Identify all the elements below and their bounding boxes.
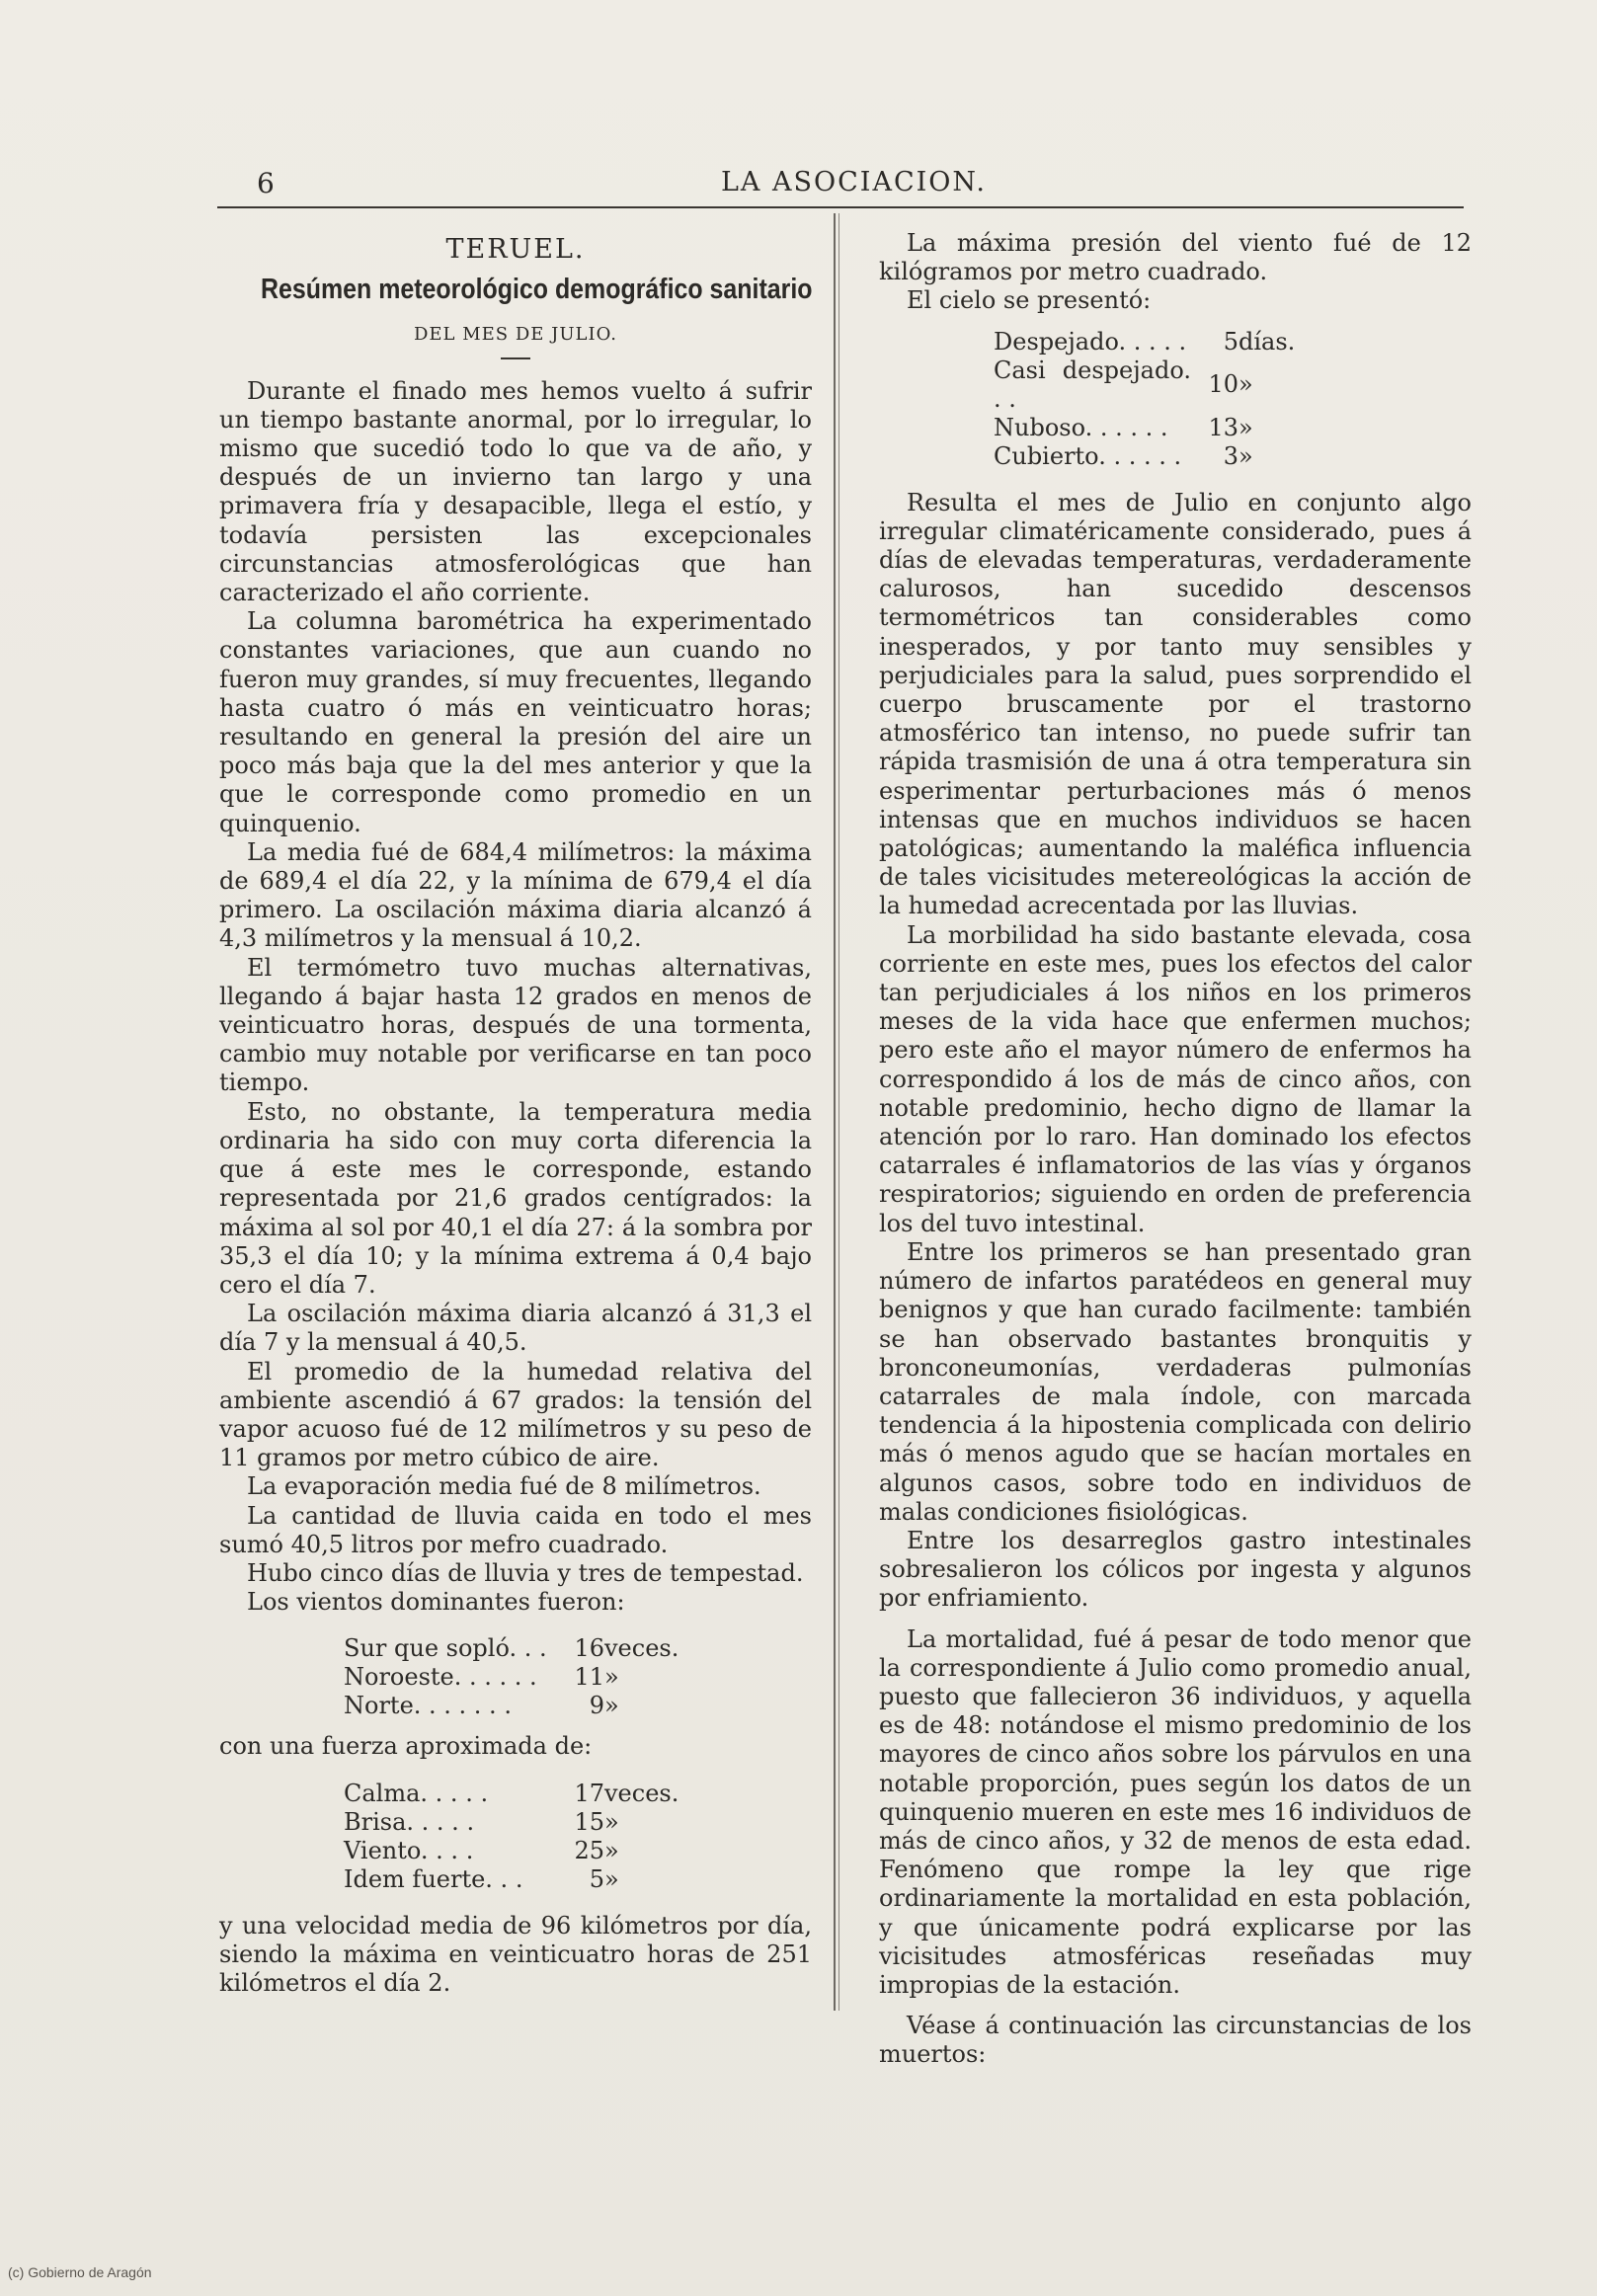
wind-label: Norte. . . . . . . <box>344 1692 512 1720</box>
paragraph: y una velocidad media de 96 kilómetros por día, siendo la máxima en veinticuatro horas de 251 kilómetros el día 2. <box>219 1911 812 1997</box>
table-row <box>344 1780 683 1808</box>
paragraph: La columna barométrica ha experimentado constantes variaciones, que aun cuando no fueron muy grandes, sí muy frecuentes, llegando hasta cuatro ó más en veinticuatro horas; resultando en general la presión del aire un poco más baja que la del mes anterior y que la que le corresponde como promedio en un quinquenio. <box>219 607 812 837</box>
wind-label: Noroeste. . . . . . <box>344 1663 537 1692</box>
force-value: 5 <box>589 1864 604 1893</box>
title-rule <box>501 357 530 359</box>
wind-value: 11 <box>574 1663 604 1692</box>
force-unit: » <box>604 1864 619 1893</box>
wind-value: 9 <box>589 1692 604 1720</box>
left-column <box>219 229 812 1998</box>
sky-value: 5 <box>1223 327 1238 356</box>
column-divider-inner <box>838 213 839 2011</box>
sky-unit: » <box>1238 441 1253 470</box>
sky-label: Despejado. . . . . <box>994 327 1187 356</box>
table-row <box>344 1634 683 1663</box>
force-intro: con una fuerza aproximada de: <box>219 1732 593 1761</box>
table-row <box>994 356 1318 414</box>
wind-unit: » <box>604 1692 619 1720</box>
article-city: TERUEL. <box>445 234 586 265</box>
table-row <box>994 328 1318 356</box>
table-row <box>344 1692 683 1720</box>
paragraph: Los vientos dominantes fueron: <box>247 1588 625 1617</box>
article-title: Resúmen meteorológico demográfico sanitario <box>261 274 813 306</box>
paragraph: El cielo se presentó: <box>907 286 1152 315</box>
paragraph: El promedio de la humedad relativa del ambiente ascendió á 67 grados: la tensión del vapor acuoso fué de 12 milímetros y su peso de 11 gramos por metro cúbico de aire. <box>219 1357 812 1472</box>
paragraph: La cantidad de lluvia caida en todo el mes sumó 40,5 litros por mefro cuadrado. <box>219 1501 812 1558</box>
sky-unit: » <box>1238 413 1253 441</box>
paragraph: Hubo cinco días de lluvia y tres de tempestad. <box>247 1558 804 1587</box>
paragraph: Esto, no obstante, la temperatura media ordinaria ha sido con muy corta diferencia la que á este mes le corresponde, estando representada por 21,6 grados centígrados: la máxima al sol por 40,1 el día 27: á la sombra por 35,3 el día 10; y la mínima extrema á 0,4 bajo cero el día 7. <box>219 1097 812 1299</box>
paragraph: Véase á continuación las circunstancias de los muertos: <box>879 2012 1472 2069</box>
sky-value: 13 <box>1208 413 1238 441</box>
wind-unit: veces. <box>604 1634 679 1663</box>
force-value: 17 <box>574 1779 604 1807</box>
force-label: Idem fuerte. . . <box>344 1864 523 1893</box>
paragraph: Durante el finado mes hemos vuelto á sufrir un tiempo bastante anormal, por lo irregular, lo mismo que sucedió todo lo que va de año, y después de un invierno tan largo y una primavera fría y desapacible, llega el estío, y todavía persisten las excepcionales circunstancias atmosferológicas que han caracterizado el año corriente. <box>219 376 812 607</box>
page-header <box>217 161 1462 200</box>
force-label: Calma. . . . . <box>344 1779 489 1807</box>
sky-label: Cubierto. . . . . . <box>994 441 1182 470</box>
force-unit: veces. <box>604 1779 679 1807</box>
paragraph: Resulta el mes de Julio en conjunto algo irregular climatéricamente considerado, pues á días de elevadas temperaturas, verdaderamente calurosos, han sucedido descensos termométricos tan considerables como inesperados, y por tanto muy sensibles y perjudiciales para la salud, pues sorprendido el cuerpo bruscamente por el trastorno atmosférico tan intenso, no puede sufrir tan rápida trasmisión de una á otra temperatura sin esperimentar perturbaciones más ó menos intensas que en muchos individuos se hacen patológicas; aumentando la maléfica influencia de tales vicisitudes metereológicas la acción de la humedad acrecentada por las lluvias. <box>879 488 1472 920</box>
winds-table <box>344 1634 683 1720</box>
sky-unit: días. <box>1238 327 1296 356</box>
force-value: 15 <box>574 1807 604 1836</box>
table-row <box>994 442 1318 471</box>
paragraph: La oscilación máxima diaria alcanzó á 31,3 el día 7 y la mensual á 40,5. <box>219 1300 812 1357</box>
page-number: 6 <box>257 167 275 199</box>
force-unit: » <box>604 1836 619 1864</box>
sky-table <box>994 328 1318 471</box>
table-row <box>344 1663 683 1692</box>
paragraph: La morbilidad ha sido bastante elevada, cosa corriente en este mes, pues los efectos del calor tan perjudiciales á los niños en los primeros meses de la vida hace que enfermen muchos; pero este año el mayor número de enfermos ha correspondido á los de más de cinco años, con notable predominio, hecho digno de llamar la atención por lo raro. Han dominado los efectos catarrales é inflamatorios de las vías y órganos respiratorios; siguiendo en orden de preferencia los del tuvo intestinal. <box>879 920 1472 1237</box>
wind-value: 16 <box>574 1634 604 1663</box>
table-row <box>344 1865 683 1894</box>
paragraph: La máxima presión del viento fué de 12 kilógramos por metro cuadrado. <box>879 229 1472 286</box>
wind-label: Sur que sopló. . . <box>344 1634 547 1663</box>
table-row <box>344 1808 683 1837</box>
copyright-credit: (c) Gobierno de Aragón <box>8 2264 152 2280</box>
column-divider <box>834 213 836 2011</box>
sky-value: 3 <box>1223 441 1238 470</box>
paragraph: La media fué de 684,4 milímetros: la máxima de 689,4 el día 22, y la mínima de 679,4 el día primero. La oscilación máxima diaria alcanzó á 4,3 milímetros y la mensual á 10,2. <box>219 837 812 953</box>
wind-force-table <box>344 1780 683 1894</box>
force-label: Viento. . . . <box>344 1836 474 1864</box>
paragraph: Entre los primeros se han presentado gran número de infartos paratédeos en general muy benignos y que han curado facilmente: también se han observado bastantes bronquitis y bronconeumonías, verdaderas pulmonías catarrales de mala índole, con marcada tendencia á la hipostenia complicada con delirio más ó menos agudo que se hacían mortales en algunos casos, sobre todo en individuos de malas condiciones fisiológicas. <box>879 1237 1472 1526</box>
force-unit: » <box>604 1807 619 1836</box>
wind-unit: » <box>604 1663 619 1692</box>
table-row <box>994 414 1318 442</box>
sky-label: Nuboso. . . . . . <box>994 413 1168 441</box>
sky-value: 10 <box>1208 370 1238 399</box>
force-value: 25 <box>574 1836 604 1864</box>
publication-title: LA ASOCIACION. <box>721 167 987 198</box>
right-column <box>879 229 1472 2070</box>
header-rule <box>217 206 1464 208</box>
force-label: Brisa. . . . . <box>344 1807 475 1836</box>
paragraph: El termómetro tuvo muchas alternativas, llegando á bajar hasta 12 grados en menos de veinticuatro horas, después de una tormenta, cambio muy notable por verificarse en tan poco tiempo. <box>219 953 812 1097</box>
article-subtitle: DEL MES DE JULIO. <box>413 324 618 346</box>
paragraph: La mortalidad, fué á pesar de todo menor que la correspondiente á Julio como promedio anual, puesto que fallecieron 36 individuos, y aquella es de 48: notándose el mismo predominio de los mayores de cinco años sobre los párvulos en una notable proporción, pues según los datos de un quinquenio mueren en este mes 16 individuos de más de cinco años, y 32 de menos de esta edad. Fenómeno que rompe la ley que rige ordinariamente la mortalidad en esta población, y que únicamente podrá explicarse por las vicisitudes atmosféricas reseñadas muy impropias de la estación. <box>879 1624 1472 1999</box>
sky-unit: » <box>1238 370 1253 399</box>
paragraph: La evaporación media fué de 8 milímetros. <box>247 1472 761 1501</box>
sky-label: Casi despejado. . . <box>994 356 1191 413</box>
paragraph: Entre los desarreglos gastro intestinales sobresalieron los cólicos por ingesta y algunos por enfriamiento. <box>879 1526 1472 1613</box>
table-row <box>344 1837 683 1865</box>
